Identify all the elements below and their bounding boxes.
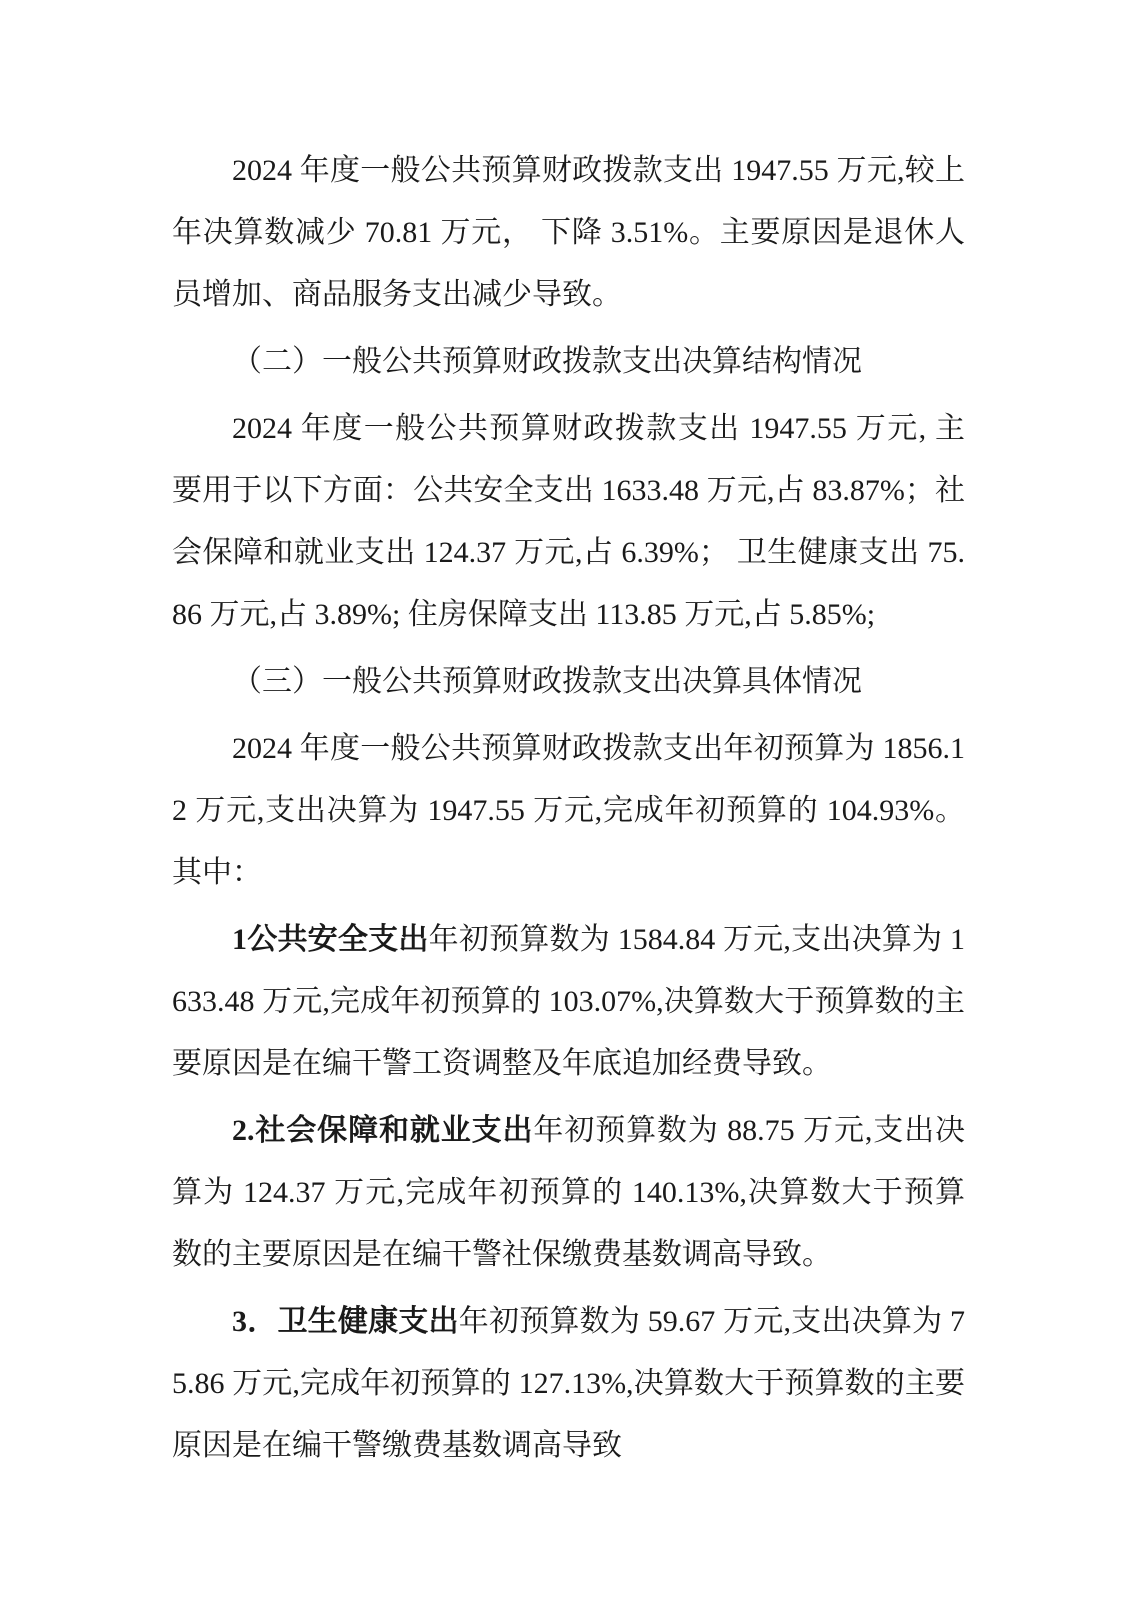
item-lead-public-security: 1公共安全支出 (232, 923, 429, 956)
item-lead-health: 3．卫生健康支出 (232, 1305, 459, 1338)
paragraph-item-social-security (172, 1100, 965, 1286)
paragraph-item-public-security (172, 909, 965, 1095)
item-lead-social-security: 2.社会保障和就业支出 (232, 1114, 534, 1147)
paragraph-item-health (172, 1291, 965, 1477)
section-heading-structure: （二）一般公共预算财政拨款支出决算结构情况 (232, 345, 862, 378)
paragraph-expenditure-overview: 2024 年度一般公共预算财政拨款支出 1947.55 万元,较上年决算数减少 70.81 万元， 下降 3.51%。主要原因是退休人员增加、商品服务支出减少导致。 (172, 154, 965, 311)
paragraph-expenditure-structure: 2024 年度一般公共预算财政拨款支出 1947.55 万元, 主要用于以下方面：公共安全支出 1633.48 万元,占 83.87%；社会保障和就业支出 124.37 万元,占 6.39%； 卫生健康支出 75.86 万元,占 3.89%; 住房保障支出 113.85 万元,占 5.85%; (172, 412, 965, 631)
item-text-social-security: 年初预算数为 88.75 万元,支出决算为 124.37 万元,完成年初预算的 140.13%,决算数大于预算数的主要原因是在编干警社保缴费基数调高导致。 (172, 1114, 966, 1271)
item-text-public-security: 年初预算数为 1584.84 万元,支出决算为 1633.48 万元,完成年初预算的 103.07%,决算数大于预算数的主要原因是在编干警工资调整及年底追加经费导致。 (172, 923, 966, 1080)
paragraph-budget-completion: 2024 年度一般公共预算财政拨款支出年初预算为 1856.12 万元,支出决算为 1947.55 万元,完成年初预算的 104.93%。其中： (172, 732, 965, 889)
section-heading-details: （三）一般公共预算财政拨款支出决算具体情况 (232, 665, 862, 698)
item-text-health: 年初预算数为 59.67 万元,支出决算为 75.86 万元,完成年初预算的 127.13%,决算数大于预算数的主要原因是在编干警缴费基数调高导致 (172, 1305, 966, 1462)
